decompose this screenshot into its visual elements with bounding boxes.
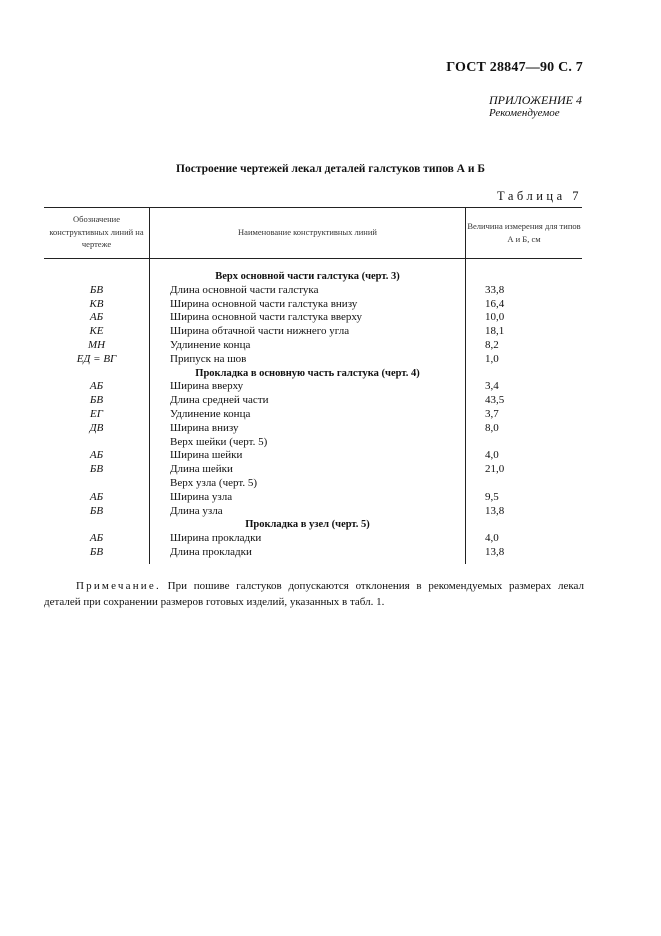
section-heading: Верх основной части галстука (черт. 3): [215, 271, 400, 282]
measurement-value: 9,5: [485, 490, 499, 503]
measurement-value: 8,0: [485, 421, 499, 434]
line-name: Ширина прокладки: [170, 532, 262, 545]
line-code: КВ: [89, 297, 104, 310]
table-row: [44, 463, 582, 477]
table-row: [44, 449, 582, 463]
measurement-value: 8,2: [485, 338, 499, 351]
line-code: КЕ: [89, 325, 104, 338]
table-section-row: [44, 367, 582, 381]
appendix-label: ПРИЛОЖЕНИЕ 4: [489, 93, 582, 107]
line-name: Верх узла (черт. 5): [170, 476, 258, 489]
line-name: Длина прокладки: [170, 545, 252, 558]
line-code: БВ: [89, 394, 104, 407]
line-code: ЕД = ВГ: [76, 352, 117, 365]
table-top-rule: [44, 207, 582, 208]
table-row: [44, 408, 582, 422]
table-label: Таблица 7: [497, 189, 582, 203]
line-code: ЕГ: [90, 407, 103, 420]
table-row: [44, 422, 582, 436]
table-header-rule: [44, 258, 582, 259]
note-paragraph: [44, 578, 584, 610]
line-code: АБ: [89, 532, 104, 545]
line-code: АБ: [89, 380, 104, 393]
table-row: [44, 284, 582, 298]
table-row: [44, 394, 582, 408]
measurement-value: 16,4: [485, 297, 505, 310]
appendix-status: Рекомендуемое: [489, 107, 560, 119]
line-code: БВ: [89, 463, 104, 476]
line-code: АБ: [89, 311, 104, 324]
line-name: Ширина вверху: [170, 380, 244, 393]
line-name: Длина шейки: [170, 463, 233, 476]
line-name: Ширина обтачной части нижнего угла: [170, 325, 350, 338]
table-row: [44, 546, 582, 560]
measurement-value: 43,5: [485, 394, 505, 407]
table-row: [44, 532, 582, 546]
column-header-code: Обозначение конструктивных линий на чертеже: [49, 214, 144, 249]
section-heading: Прокладка в узел (черт. 5): [245, 519, 370, 531]
line-name: Удлинение конца: [170, 407, 251, 420]
line-code: БВ: [89, 545, 104, 558]
measurement-value: 4,0: [485, 449, 499, 462]
measurement-value: 13,8: [485, 504, 505, 517]
line-name: Ширина основной части галстука внизу: [170, 297, 358, 310]
document-title: Построение чертежей лекал деталей галстуков типов А и Б: [176, 163, 485, 175]
measurement-value: 13,8: [485, 545, 505, 558]
line-name: Длина узла: [170, 504, 223, 517]
line-name: Удлинение конца: [170, 338, 251, 351]
note-text: При пошиве галстуков допускаются отклонения в рекомендуемых размерах лекал деталей при сохранении размеров готовых изделий, указанных в табл. 1.: [44, 580, 584, 608]
line-code: БВ: [89, 504, 104, 517]
line-code: БВ: [89, 283, 104, 296]
table-row: [44, 477, 582, 491]
line-name: Ширина внизу: [170, 421, 239, 434]
measurement-value: 21,0: [485, 463, 505, 476]
line-code: АБ: [89, 490, 104, 503]
table-row: [44, 436, 582, 450]
line-name: Длина основной части галстука: [170, 283, 319, 296]
section-heading: Прокладка в основную часть галстука (черт. 4): [195, 367, 420, 379]
measurement-value: 1,0: [485, 352, 499, 365]
measurement-value: 10,0: [485, 311, 505, 324]
line-code: АБ: [89, 449, 104, 462]
measurement-value: 3,7: [485, 407, 499, 420]
table-row: [44, 505, 582, 519]
table-row: [44, 353, 582, 367]
table-section-row: [44, 518, 582, 532]
table-row: [44, 298, 582, 312]
line-name: Припуск на шов: [170, 352, 247, 365]
table-row: [44, 339, 582, 353]
line-name: Ширина узла: [170, 490, 233, 503]
note-lead: Примечание.: [76, 580, 161, 592]
standard-code: ГОСТ 28847—90 С. 7: [446, 60, 583, 75]
table-section-row: [44, 270, 582, 284]
line-name: Верх шейки (черт. 5): [170, 435, 268, 448]
line-name: Ширина шейки: [170, 449, 243, 462]
measurement-value: 3,4: [485, 380, 499, 393]
line-code: МН: [87, 338, 106, 351]
line-name: Длина средней части: [170, 394, 269, 407]
table-row: [44, 325, 582, 339]
line-name: Ширина основной части галстука вверху: [170, 311, 363, 324]
line-code: ДВ: [89, 421, 104, 434]
measurement-value: 18,1: [485, 325, 505, 338]
measurement-value: 4,0: [485, 532, 499, 545]
table-row: [44, 380, 582, 394]
table-body: [44, 270, 582, 560]
column-header-value: Величина измерения для типов А и Б, см: [467, 221, 581, 244]
column-header-name: Наименование конструктивных линий: [238, 227, 377, 237]
table-row: [44, 311, 582, 325]
table-row: [44, 491, 582, 505]
measurement-value: 33,8: [485, 283, 505, 296]
